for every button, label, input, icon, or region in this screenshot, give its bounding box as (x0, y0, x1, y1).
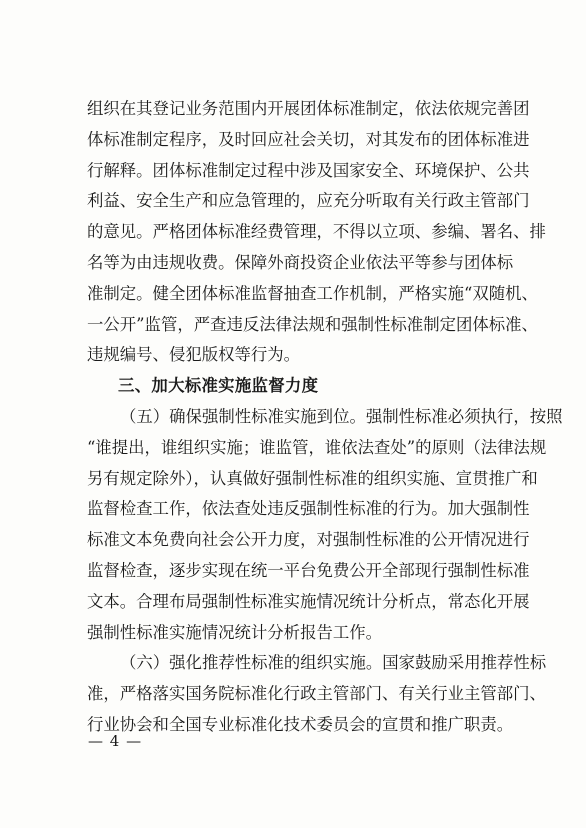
paragraph-5-line: 强制性标准实施情况统计分析报告工作。 (87, 622, 383, 642)
paragraph-5-line: 标准文本免费向社会公开力度，对强制性标准的公开情况进行 (87, 530, 530, 550)
page-number: — 4 — (88, 732, 143, 750)
paragraph-6-line: （六）强化推荐性标准的组织实施。国家鼓励采用推荐性标 (120, 653, 547, 673)
text-line: 行解释。团体标准制定过程中涉及国家安全、环境保护、公共 (87, 160, 530, 180)
paragraph-5-line: 监督检查，逐步实现在统一平台免费公开全部现行强制性标准 (87, 560, 530, 580)
text-line: 的意见。严格团体标准经费管理，不得以立项、参编、署名、排 (87, 222, 546, 242)
text-line: 组织在其登记业务范围内开展团体标准制定，依法依规完善团 (87, 99, 530, 118)
paragraph-6-line: 行业协会和全国专业标准化技术委员会的宣贯和推广职责。 (87, 714, 514, 734)
text-line: 名等为由违规收费。保障外商投资企业依法平等参与团体标 (87, 252, 514, 272)
text-line: 体标准制定程序，及时回应社会关切，对其发布的团体标准进 (87, 129, 530, 149)
paragraph-5-line: “谁提出，谁组织实施；谁监管，谁依法查处”的原则（法律法规 (87, 437, 547, 457)
text-line: 违规编号、侵犯版权等行为。 (87, 345, 301, 365)
text-line: 利益、安全生产和应急管理的，应充分听取有关行政主管部门 (87, 191, 530, 211)
paragraph-5-line: 监督检查工作，依法查处违反强制性标准的行为。加大强制性 (87, 499, 530, 519)
body-text (87, 94, 563, 741)
text-line: 准制定。健全团体标准监督抽查工作机制，严格实施“双随机、 (87, 283, 538, 303)
paragraph-5-line: （五）确保强制性标准实施到位。强制性标准必须执行，按照 (120, 406, 563, 426)
text-line: 一公开”监管，严查违反法律法规和强制性标准制定团体标准、 (87, 314, 538, 334)
paragraph-6-line: 准，严格落实国务院标准化行政主管部门、有关行业主管部门、 (87, 684, 546, 704)
section-heading: 三、加大标准实施监督力度 (118, 376, 319, 396)
paragraph-5-line: 文本。合理布局强制性标准实施情况统计分析点，常态化开展 (87, 591, 530, 611)
paragraph-5-line: 另有规定除外），认真做好强制性标准的组织实施、宣贯推广和 (87, 468, 538, 488)
